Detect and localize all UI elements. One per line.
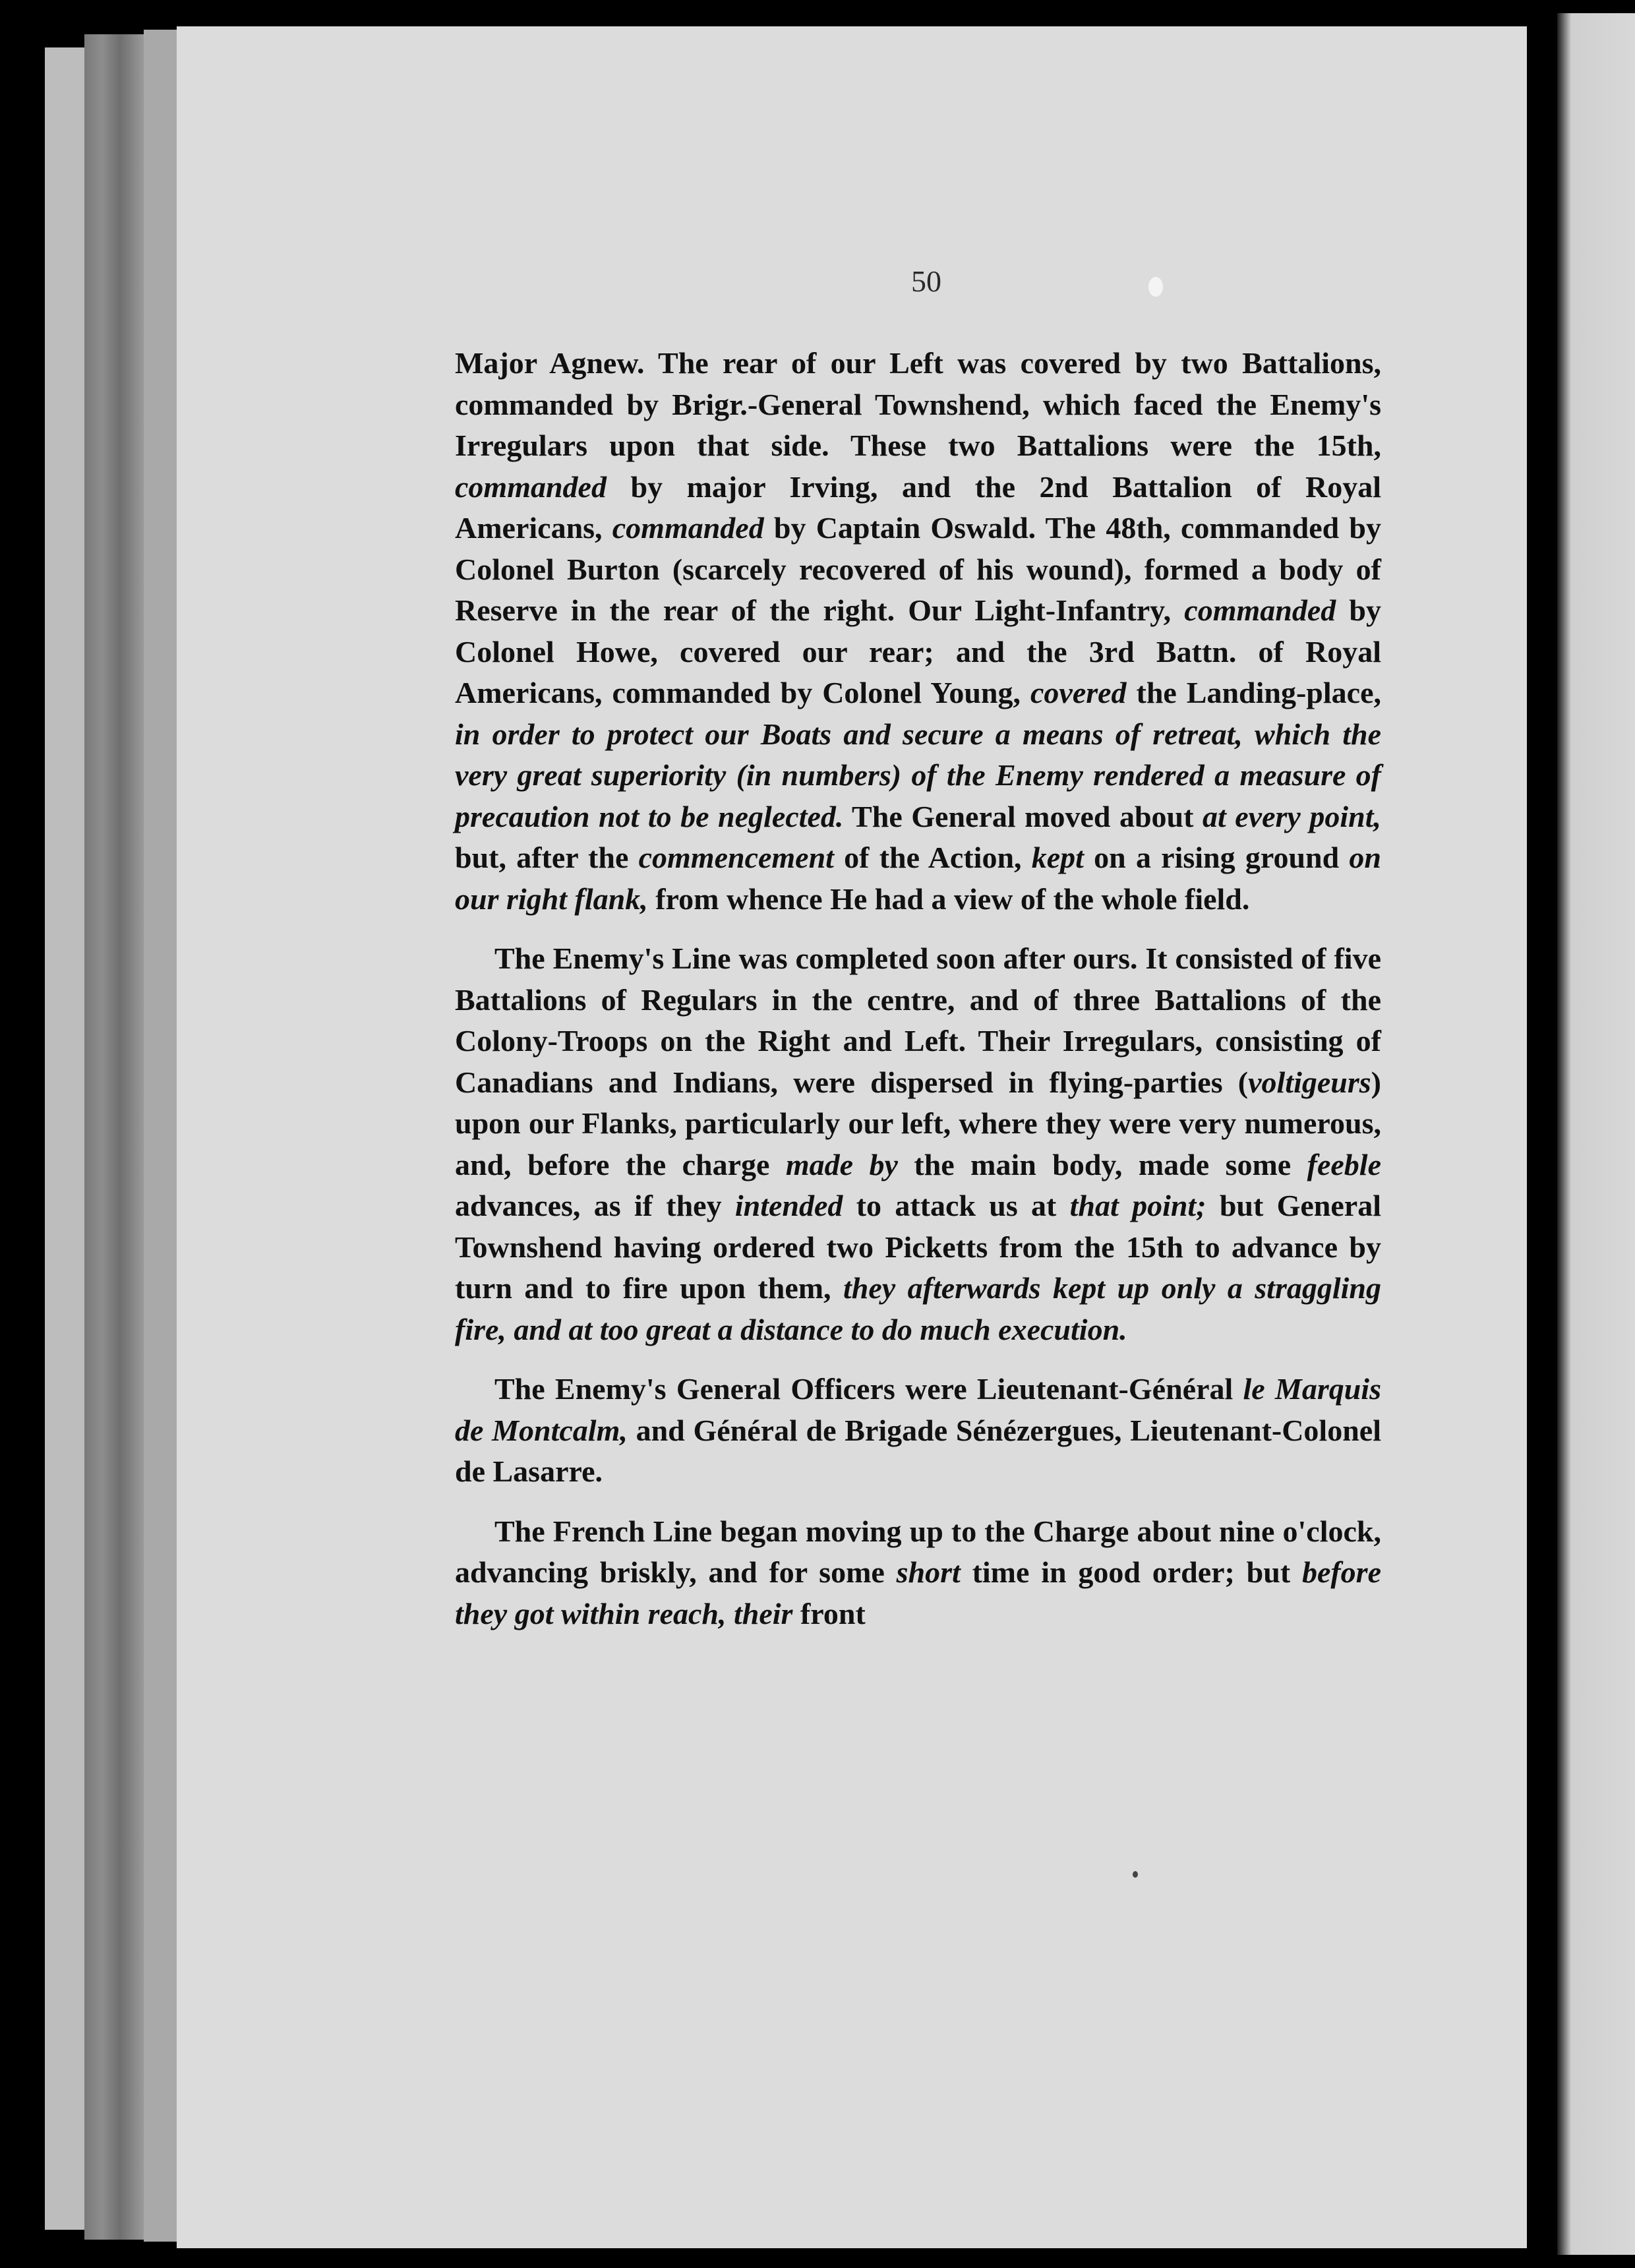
italic-text-run: on our right flank, — [455, 841, 1381, 916]
page-body-text — [455, 343, 1381, 1634]
italic-text-run: they afterwards kept up only a straggling fire, and at too great a distance to do much execution. — [455, 1271, 1382, 1346]
italic-text-run: made by — [785, 1147, 898, 1181]
italic-text-run: commanded — [612, 511, 764, 545]
italic-text-run: in order to protect our Boats and secure a means of retreat, which the very great superiority (in numbers) of the Enemy rendered a measure of precaution not to be neglected. — [455, 717, 1381, 833]
text-run: to attack us at — [843, 1189, 1070, 1222]
paragraph — [455, 1369, 1381, 1493]
text-run: and Général de Brigade Sénézergues, Lieutenant-Colonel de Lasarre. — [455, 1413, 1381, 1488]
italic-text-run: feeble — [1307, 1147, 1382, 1181]
text-run: The General moved about — [843, 799, 1203, 833]
text-run: on a rising ground — [1083, 841, 1350, 874]
text-run: ) upon our Flanks, particularly our left, where they were very numerous, and, before the charge — [455, 1065, 1381, 1181]
paragraph — [455, 343, 1381, 920]
italic-text-run: commanded — [455, 469, 607, 504]
italic-text-run: that point; — [1069, 1189, 1206, 1222]
text-run: the main body, made some — [897, 1147, 1307, 1181]
italic-text-run: at every point, — [1202, 799, 1381, 833]
italic-text-run: commanded — [1184, 593, 1336, 627]
text-run: the Landing-place, — [1126, 676, 1382, 709]
text-run: by Colonel Howe, covered our rear; and the 3rd Battn. of Royal Americans, commanded by Colonel Young, — [455, 593, 1381, 709]
text-run: by Captain Oswald. The 48th, commanded by Colonel Burton (scarcely recovered of his wound), formed a body of Reserve in the rear of the right. Our Light-Infantry, — [455, 511, 1381, 627]
text-run: advances, as if they — [455, 1189, 735, 1222]
text-run: front — [792, 1596, 866, 1630]
italic-text-run: commencement — [638, 841, 834, 874]
text-run: of the Action, — [833, 841, 1032, 874]
italic-text-run: voltigeurs — [1248, 1065, 1371, 1099]
italic-text-run: le Marquis de Montcalm, — [455, 1372, 1381, 1447]
text-run: The Enemy's General Officers were Lieutenant-Général — [494, 1372, 1243, 1406]
paragraph — [455, 938, 1381, 1350]
text-run: but General Townshend having ordered two Picketts from the 15th to advance by turn and to fire upon them, — [455, 1189, 1381, 1305]
italic-text-run: before they got within reach, their — [455, 1555, 1381, 1630]
text-run: but, after the — [455, 841, 639, 874]
text-run: from whence He had a view of the whole field. — [647, 881, 1250, 916]
italic-text-run: covered — [1030, 676, 1127, 709]
paper-speck — [1133, 1871, 1138, 1878]
italic-text-run: intended — [734, 1189, 843, 1222]
paper-speck — [1148, 277, 1163, 297]
paragraph — [455, 1511, 1381, 1635]
adjacent-page-edge — [1557, 13, 1635, 2255]
italic-text-run: short — [896, 1555, 961, 1589]
text-run: The French Line began moving up to the Charge about nine o'clock, advancing briskly, and for some — [455, 1514, 1381, 1589]
book-edge-inner — [144, 30, 177, 2242]
book-page-stack — [84, 34, 144, 2240]
text-run: Major Agnew. The rear of our Left was covered by two Battalions, commanded by Brigr.-General Townshend, which faced the Enemy's Irregulars upon that side. These two Battalions were the 15th, — [455, 346, 1381, 462]
italic-text-run: kept — [1031, 841, 1084, 874]
book-edge-outer — [45, 47, 84, 2230]
text-run: time in good order; but — [960, 1555, 1302, 1589]
text-run: by major Irving, and the 2nd Battalion of Royal Americans, — [455, 469, 1381, 545]
text-run: The Enemy's Line was completed soon after ours. It consisted of five Battalions of Regulars in the centre, and of three Battalions of the Colony-Troops on the Right and Left. Their Irregulars, consisting of Canadians and Indians, were dispersed in flying-parties ( — [455, 941, 1381, 1099]
page-number: 50 — [911, 264, 941, 298]
